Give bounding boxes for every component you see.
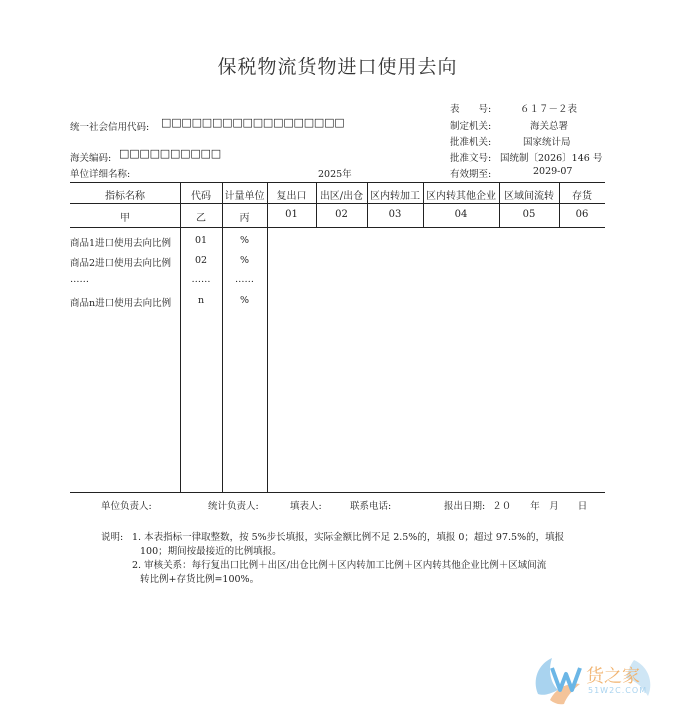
table-row-code: 01 (194, 235, 208, 246)
code-cell: 丙 (239, 213, 250, 224)
approval-doc-value: 国统制〔2026〕146 号 (500, 153, 603, 164)
valid-until-label: 有效期至: (450, 169, 492, 180)
watermark-logo (530, 650, 665, 710)
credit-code-boxes[interactable]: □□□□□□□□□□□□□□□□□□ (161, 116, 345, 129)
code-cell: 甲 (120, 213, 130, 224)
report-year: 2025年 (318, 169, 352, 180)
col-divider (180, 182, 181, 493)
code-cell: 02 (335, 209, 348, 220)
approval-doc-label: 批准文号: (450, 153, 492, 164)
table-row-code: …… (191, 274, 211, 285)
unit-name-label: 单位详细名称: (70, 169, 131, 180)
th-inter-region: 区域间流转 (504, 191, 554, 202)
customs-code-label: 海关编码: (70, 153, 112, 164)
th-unit: 计量单位 (224, 191, 265, 202)
made-by-value: 海关总署 (530, 121, 569, 132)
table-row-unit: % (239, 295, 250, 306)
th-processing: 区内转加工 (370, 191, 420, 202)
code-cell: 03 (388, 209, 402, 220)
table-row-name: 商品1进口使用去向比例 (70, 238, 172, 249)
unit-head-label: 单位负责人: (101, 501, 152, 512)
customs-code-boxes[interactable]: □□□□□□□□□□ (119, 147, 221, 160)
note-2-cont: 转比例+存货比例=100%。 (140, 574, 260, 585)
table-row-code: n (197, 295, 205, 306)
table-header-rule (70, 203, 605, 204)
made-by-label: 制定机关: (450, 121, 492, 132)
notes-label: 说明: (101, 532, 124, 543)
note-1: 1. 本表指标一律取整数，按 5%步长填报，实际金额比例不足 2.5%的，填报 0；超过 97.5%的，填报 (132, 532, 565, 543)
code-cell: 04 (454, 209, 468, 220)
report-date-label: 报出日期: ２０ 年 月 日 (444, 501, 588, 512)
table-top-rule (70, 182, 605, 183)
filler-label: 填表人: (290, 501, 322, 512)
th-out-zone: 出区/出仓 (319, 191, 364, 202)
watermark-brand: 货之家 (586, 666, 640, 687)
form-no-label: 表 号: (450, 104, 492, 115)
th-other-enterprise: 区内转其他企业 (426, 191, 496, 202)
table-row-name: 商品n进口使用去向比例 (70, 298, 172, 309)
table-row-name: 商品2进口使用去向比例 (70, 258, 172, 269)
stat-head-label: 统计负责人: (208, 501, 259, 512)
page-title: 保税物流货物进口使用去向 (217, 56, 458, 78)
approved-by-label: 批准机关: (450, 137, 492, 148)
th-inventory: 存货 (572, 191, 592, 202)
approved-by-value: 国家统计局 (523, 137, 571, 148)
code-cell: 01 (285, 209, 298, 220)
table-row-unit: % (239, 255, 250, 266)
form-no-value: ６１７－２表 (520, 104, 578, 115)
table-code-rule (70, 227, 605, 228)
code-cell: 乙 (196, 213, 206, 224)
table-row-unit: % (239, 235, 250, 246)
col-divider (222, 182, 223, 493)
note-2: 2. 审核关系：每行复出口比例＋出区/出仓比例＋区内转加工比例＋区内转其他企业比例＋区域间流 (132, 560, 547, 571)
note-1-cont: 100；期间按最接近的比例填报。 (140, 546, 282, 557)
th-code: 代码 (191, 191, 211, 202)
valid-until-value: 2029-07 (533, 166, 573, 177)
watermark-site: 51W2C.COM (588, 686, 648, 695)
table-row-name: …… (70, 274, 89, 285)
phone-label: 联系电话: (350, 501, 392, 512)
table-row-code: 02 (194, 255, 208, 266)
th-indicator-name: 指标名称 (105, 191, 145, 202)
code-cell: 06 (575, 209, 589, 220)
code-cell: 05 (522, 209, 536, 220)
th-re-export: 复出口 (276, 191, 307, 202)
credit-code-label: 统一社会信用代码: (70, 122, 150, 133)
table-row-unit: …… (235, 274, 254, 285)
table-bottom-rule (70, 492, 605, 493)
col-divider (267, 182, 268, 493)
